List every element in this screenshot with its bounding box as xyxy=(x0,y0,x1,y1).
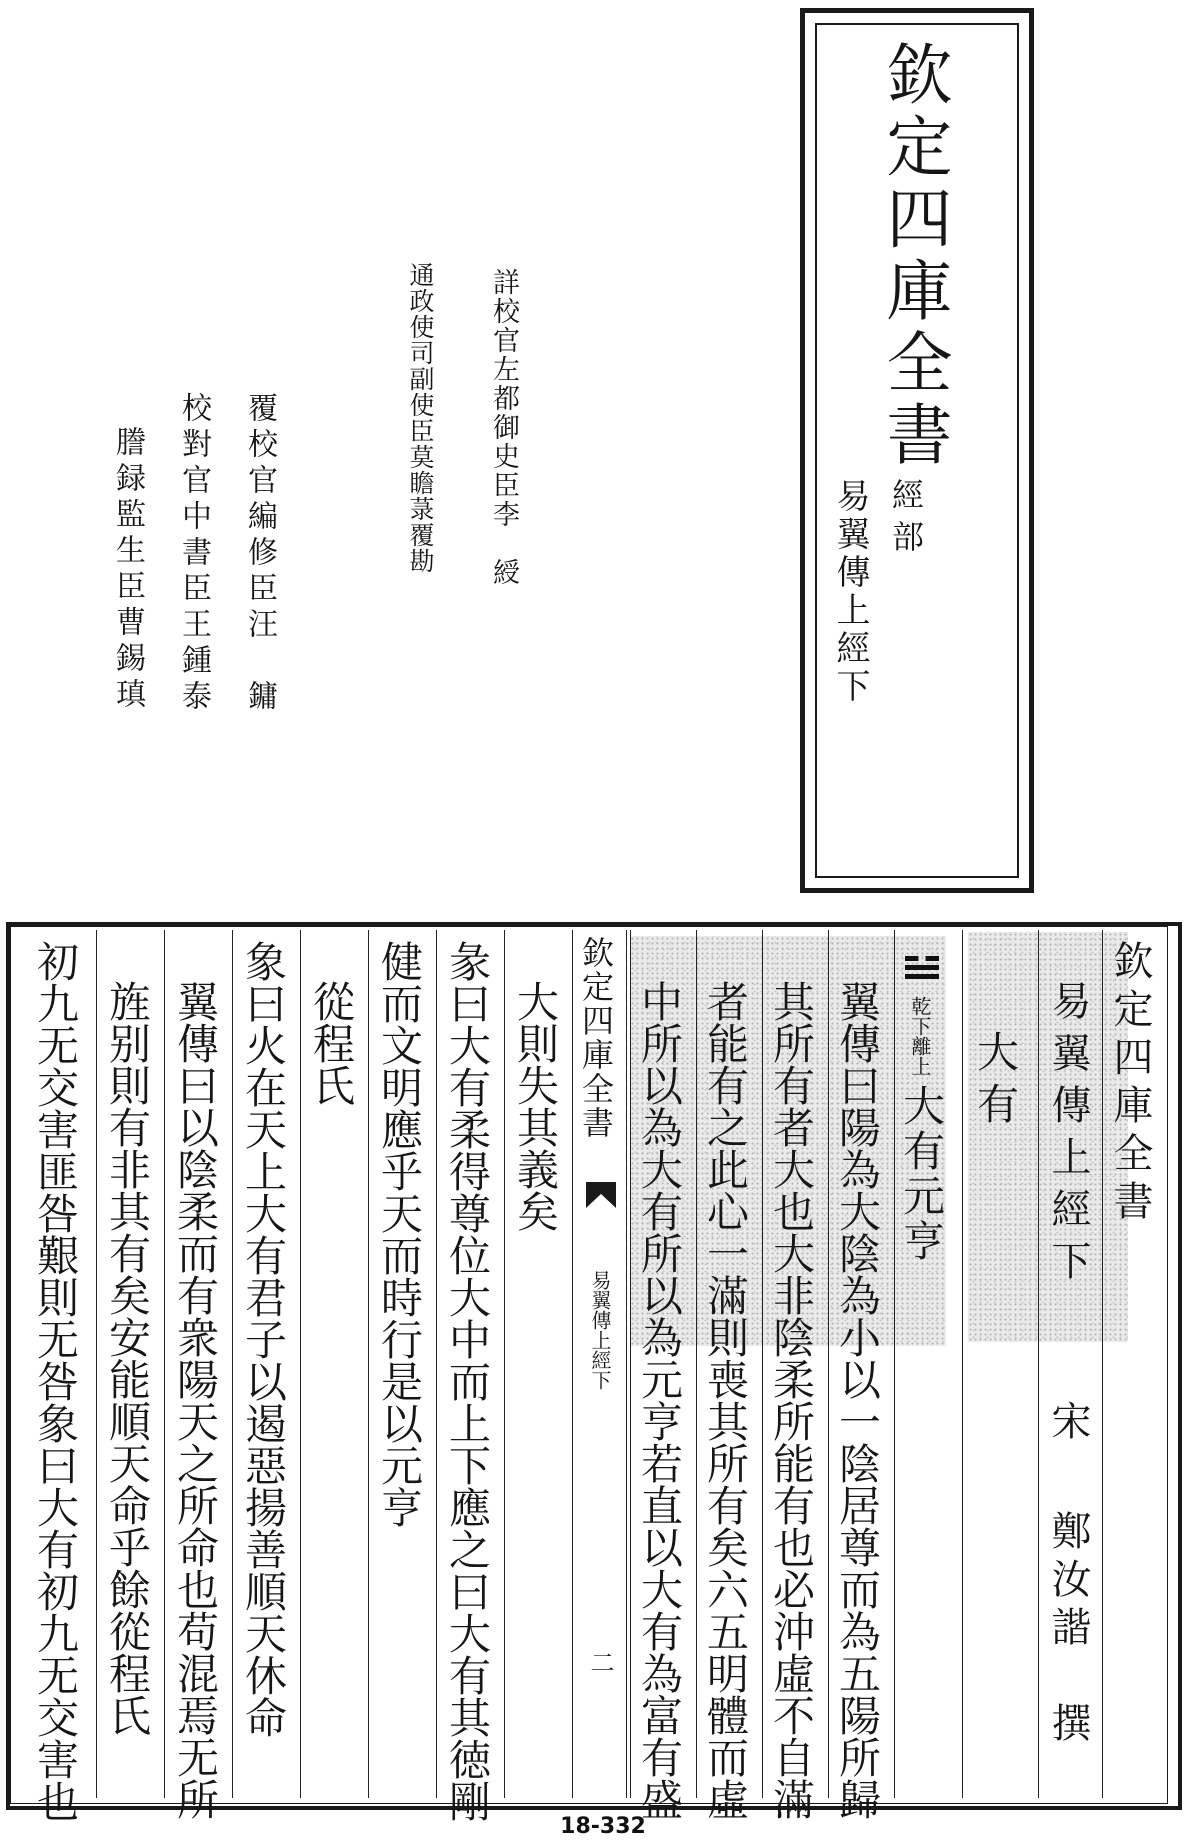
right-page-book-title: 易翼傳上經下 xyxy=(1045,980,1091,1292)
column-rule xyxy=(762,930,763,1798)
credit-line-1: 詳校官左都御史臣李 綬 xyxy=(488,268,519,587)
right-page-header: 欽定四庫全書 xyxy=(1107,940,1153,1228)
column-rule xyxy=(630,930,631,1798)
column-rule xyxy=(436,930,437,1798)
text-column: 大則失其義矣 xyxy=(511,980,560,1232)
text-column: 其所有者大也大非陰柔所能有也必沖虛不自滿 xyxy=(767,980,816,1820)
column-rule xyxy=(1038,930,1039,1798)
page-number: 18-332 xyxy=(560,1814,646,1839)
column-rule xyxy=(1102,930,1103,1798)
credit-line-2: 通政使司副使臣莫瞻菉覆勘 xyxy=(406,262,435,574)
credit-line-4: 校對官中書臣王鍾泰 xyxy=(176,392,211,716)
column-rule xyxy=(894,930,895,1798)
column-rule xyxy=(828,930,829,1798)
text-column: 中所以為大有所以為元亨若直以大有為富有盛 xyxy=(635,980,684,1820)
text-column: 從程氏 xyxy=(307,980,356,1106)
text-column: 翼傳曰以陰柔而有衆陽天之所命也苟混焉无所 xyxy=(171,980,220,1820)
column-rule xyxy=(368,930,369,1798)
credit-line-3: 覆校官編修臣汪 鏞 xyxy=(242,392,277,716)
hexagram-icon xyxy=(905,956,939,986)
column-rule xyxy=(696,930,697,1798)
text-column: 翼傳曰陽為大陰為小以一陰居尊而為五陽所歸 xyxy=(833,980,882,1820)
column-rule xyxy=(164,930,165,1798)
credit-line-5: 謄録監生臣曹錫瑱 xyxy=(110,426,145,714)
right-page-author-dynasty: 宋 xyxy=(1045,1400,1091,1440)
column-rule xyxy=(300,930,301,1798)
cover-title: 欽定四庫全書 xyxy=(875,40,952,472)
fish-tail-mark-icon xyxy=(586,1182,616,1210)
text-column: 者能有之此心一滿則喪其所有矣六五明體而虛 xyxy=(701,980,750,1820)
text-column: 健而文明應乎天而時行是以元亨 xyxy=(375,940,424,1528)
text-column: 彖曰大有柔得尊位大中而上下應之曰大有其徳剛 xyxy=(443,940,492,1822)
text-column: 旌别則有非其有矣安能順天命乎餘從程氏 xyxy=(103,980,152,1736)
text-column: 初九无交害匪咎艱則无咎象曰大有初九无交害也 xyxy=(31,940,80,1822)
gutter-title: 易翼傳上經下 xyxy=(588,1270,612,1390)
text-column: 象曰火在天上大有君子以遏惡揚善順天休命 xyxy=(239,940,288,1738)
hexagram-sub: 乾下離上 xyxy=(908,996,932,1076)
cover-category: 經部 xyxy=(887,478,925,562)
right-page-author-name: 鄭汝諧 撰 xyxy=(1045,1510,1091,1750)
column-rule xyxy=(962,930,963,1798)
column-rule xyxy=(504,930,505,1798)
column-rule xyxy=(96,930,97,1798)
gutter-rule xyxy=(626,930,627,1798)
hexagram-text: 大有元亨 xyxy=(897,1084,946,1264)
column-rule xyxy=(232,930,233,1798)
cover-book-title: 易翼傳上經下 xyxy=(830,478,870,706)
gutter-header: 欽定四庫全書 xyxy=(577,936,615,1140)
chapter-title: 大有 xyxy=(971,1030,1020,1134)
gutter-folio: 二 xyxy=(586,1650,614,1674)
